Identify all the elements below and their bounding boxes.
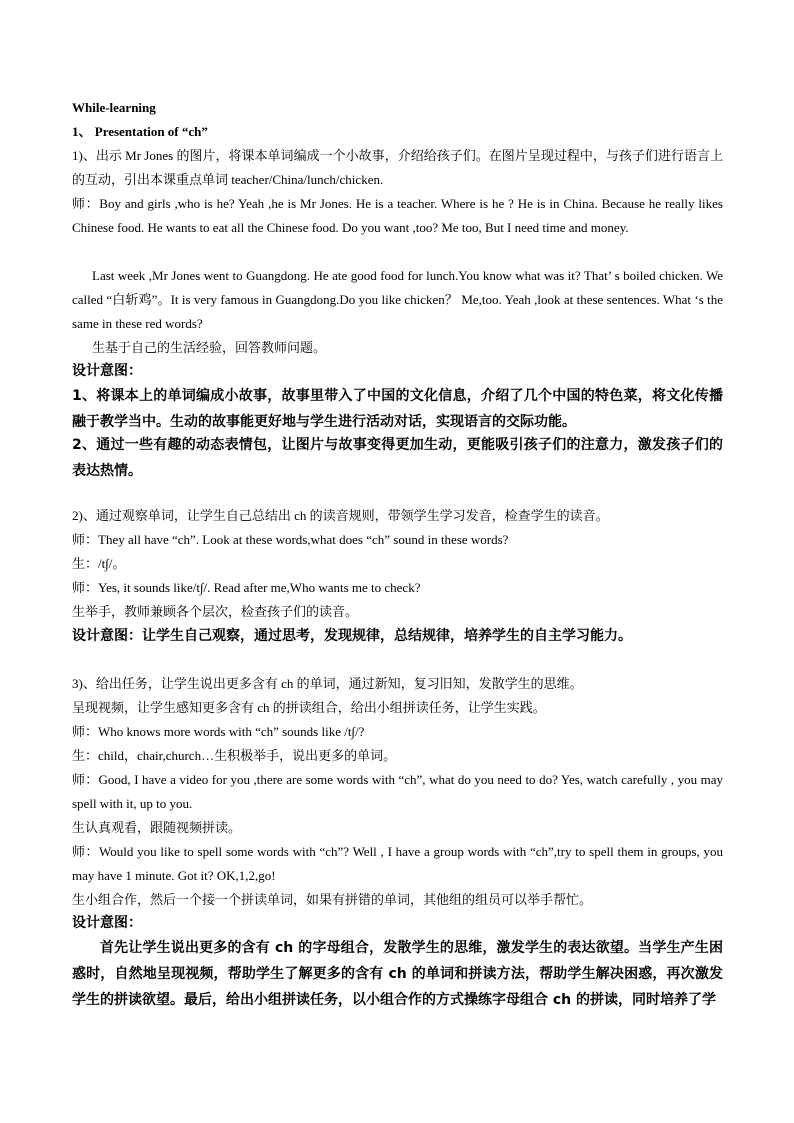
paragraph: 1)、出示 Mr Jones 的图片，将课本单词编成一个小故事，介绍给孩子们。在图片呈现过程中，与孩子们进行语言上的互动，引出本课重点单词 teacher/China/lunch/chicken. bbox=[72, 148, 723, 187]
section-heading: While-learning bbox=[72, 100, 156, 115]
paragraph: 2)、通过观察单词，让学生自己总结出 ch 的读音规则，带领学生学习发音，检查学生的读音。 bbox=[72, 508, 609, 523]
teacher-dialogue: 师：Who knows more words with “ch” sounds like /t∫/? bbox=[72, 724, 365, 739]
design-intent-body: 首先让学生说出更多的含有 ch 的字母组合，发散学生的思维，激发学生的表达欲望。当学生产生困惑时，自然地呈现视频，帮助学生了解更多的含有 ch 的单词和拼读方法，帮助学生解决困惑，再次激发学生的拼读欲望。最后，给出小组拼读任务，以小组合作的方式操练字母组合 ch 的拼读，同时培养了学 bbox=[72, 940, 723, 1008]
teacher-dialogue: 师：Good, I have a video for you ,there are some words with “ch”, what do you need to do? Yes, watch carefully , you may spell with it, up to you. bbox=[72, 772, 723, 811]
teacher-dialogue: 师：Yes, it sounds like/t∫/. Read after me,Who wants me to check? bbox=[72, 580, 421, 595]
design-intent-title: 设计意图： bbox=[72, 915, 142, 931]
teacher-dialogue: 师：Would you like to spell some words with “ch”? Well , I have a group words with “ch”,try to spell them in groups, you may have 1 minute. Got it? OK,1,2,go! bbox=[72, 844, 723, 883]
design-intent-item: 2、通过一些有趣的动态表情包，让图片与故事变得更加生动，更能吸引孩子们的注意力，激发孩子们的表达热情。 bbox=[72, 437, 723, 479]
student-response: 生举手，教师兼顾各个层次，检查孩子们的读音。 bbox=[72, 604, 359, 619]
student-response: 生：/t∫/。 bbox=[72, 556, 126, 571]
design-intent-title: 设计意图： bbox=[72, 363, 142, 379]
teacher-dialogue: 师：Boy and girls ,who is he? Yeah ,he is Mr Jones. He is a teacher. Where is he ? He is in China. Because he really likes Chinese food. He wants to eat all the Chinese food. Do you want ,too? Me too, But I need time and money. bbox=[72, 196, 723, 235]
design-intent-item: 1、将课本上的单词编成小故事，故事里带入了中国的文化信息，介绍了几个中国的特色菜，将文化传播融于教学当中。生动的故事能更好地与学生进行活动对话，实现语言的交际功能。 bbox=[72, 388, 723, 430]
paragraph: 3)、给出任务，让学生说出更多含有 ch 的单词，通过新知，复习旧知，发散学生的思维。 bbox=[72, 676, 583, 691]
student-response: 生小组合作，然后一个接一个拼读单词，如果有拼错的单词，其他组的组员可以举手帮忙。 bbox=[72, 892, 593, 907]
design-intent: 设计意图：让学生自己观察，通过思考，发现规律，总结规律，培养学生的自主学习能力。 bbox=[72, 628, 632, 644]
teacher-dialogue: 师：They all have “ch”. Look at these words,what does “ch” sound in these words? bbox=[72, 532, 509, 547]
student-response: 生基于自己的生活经验，回答教师问题。 bbox=[92, 340, 327, 355]
teacher-dialogue: Last week ,Mr Jones went to Guangdong. He ate good food for lunch.You know what was it? That’ s boiled chicken. We called “白斩鸡”。It is very famous in Guangdong.Do you like chicken？ Me,too. Yeah ,look at these sentences. What ‘s the same in these red words? bbox=[72, 268, 723, 331]
student-response: 生：child，chair,church…生积极举手，说出更多的单词。 bbox=[72, 748, 397, 763]
paragraph: 呈现视频，让学生感知更多含有 ch 的拼读组合，给出小组拼读任务，让学生实践。 bbox=[72, 700, 546, 715]
subsection-title: 1、 Presentation of “ch” bbox=[72, 124, 208, 139]
student-response: 生认真观看，跟随视频拼读。 bbox=[72, 820, 242, 835]
